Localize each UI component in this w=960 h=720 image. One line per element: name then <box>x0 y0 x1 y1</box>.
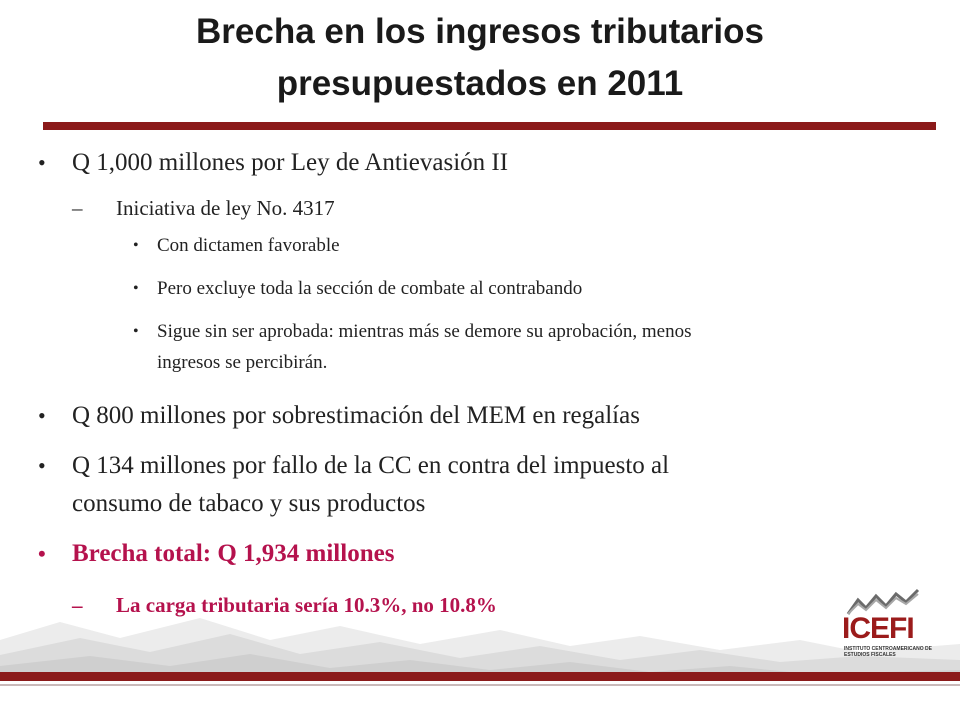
bullet-brecha-total <box>38 535 898 573</box>
bullet-line-2: consumo de tabaco y sus productos <box>72 490 426 517</box>
footer-bar <box>0 672 960 681</box>
bullet-text <box>72 447 898 523</box>
sub-bullet-text: Iniciativa de ley No. 4317 <box>116 196 335 220</box>
bullet-marker: • <box>38 150 46 175</box>
bullet-marker: • <box>133 237 139 254</box>
sub-sub-bullet-text: Pero excluye toda la sección de combate al contrabando <box>157 278 583 299</box>
logo-wordmark: ICEFI <box>842 612 914 645</box>
bullet-antievasion <box>38 144 898 182</box>
sub-sub-bullet-dictamen <box>133 230 913 261</box>
bullet-text: Q 1,000 millones por Ley de Antievasión II <box>72 149 509 176</box>
bullet-marker: • <box>38 453 46 478</box>
mountain-decoration <box>0 600 960 680</box>
sub-sub-bullet-text <box>157 316 913 378</box>
bullet-text: Q 800 millones por sobrestimación del MEM en regalías <box>72 402 640 429</box>
sub-sub-bullet-sigue <box>133 316 913 378</box>
bullet-text: Brecha total: Q 1,934 millones <box>72 540 395 567</box>
logo-subtitle: INSTITUTO CENTROAMERICANO DE ESTUDIOS FISCALES <box>844 646 932 658</box>
sub-sub-bullet-line-2: ingresos se percibirán. <box>157 352 328 373</box>
sub-sub-bullet-line-1: Sigue sin ser aprobada: mientras más se demore su aprobación, menos <box>157 321 692 342</box>
bullet-tabaco <box>38 447 898 523</box>
slide-title-line-2: presupuestados en 2011 <box>276 64 684 103</box>
dash-marker: – <box>72 196 83 220</box>
slide-title-line-1: Brecha en los ingresos tributarios <box>196 12 764 51</box>
bullet-marker: • <box>133 323 139 340</box>
bullet-mem <box>38 397 898 435</box>
bullet-marker: • <box>38 403 46 428</box>
icefi-logo <box>838 588 938 663</box>
sub-sub-bullet-excluye <box>133 273 913 304</box>
sub-bullet-text: La carga tributaria sería 10.3%, no 10.8% <box>116 593 497 617</box>
sub-sub-bullet-text: Con dictamen favorable <box>157 235 340 256</box>
dash-marker: – <box>72 593 83 617</box>
bullet-marker: • <box>38 541 46 566</box>
bullet-line-1: Q 134 millones por fallo de la CC en contra del impuesto al <box>72 452 670 479</box>
bullet-marker: • <box>133 280 139 297</box>
sub-bullet-iniciativa <box>72 193 872 223</box>
footer-line <box>0 684 960 686</box>
